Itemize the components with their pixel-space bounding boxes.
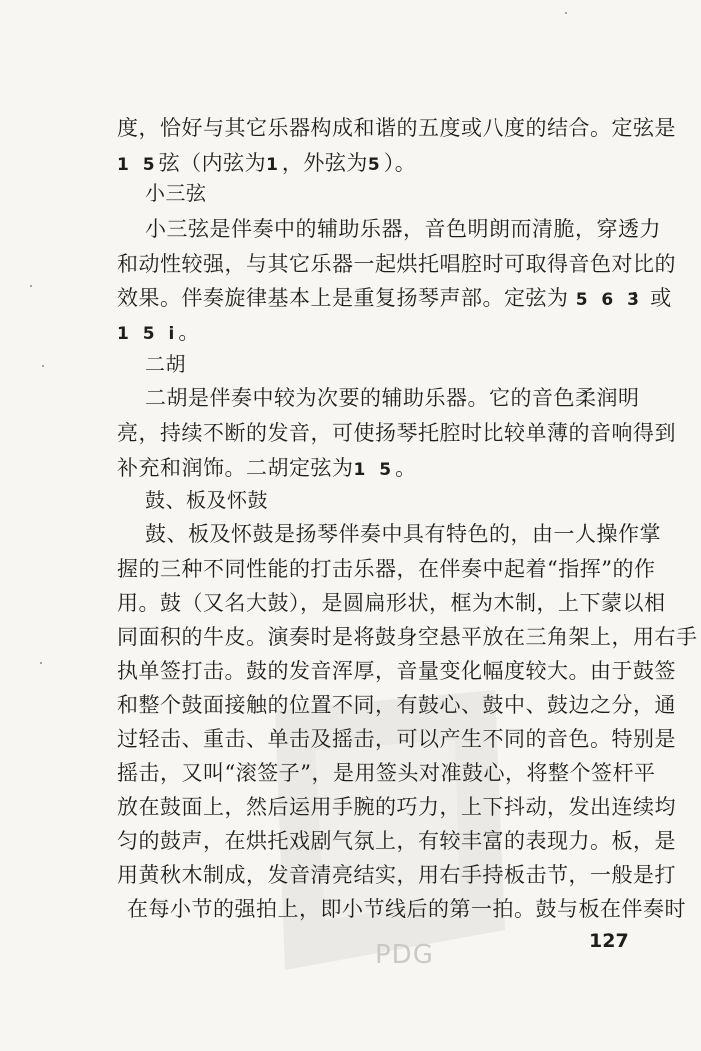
section-heading <box>145 179 207 207</box>
line-text: 和动性较强，与其它乐器一起烘托唱腔时可取得音色对比的 <box>117 252 676 276</box>
line-text: 度，恰好与其它乐器构成和谐的五度或八度的结合。定弦是 <box>117 116 676 140</box>
text-line <box>117 691 676 719</box>
text-line <box>117 419 676 447</box>
heading-text: 二胡 <box>145 352 186 376</box>
notation-numbers: 1 5 i <box>117 324 179 344</box>
scan-speck <box>565 12 567 14</box>
text-line <box>117 149 416 179</box>
text-line <box>145 520 661 548</box>
text-line <box>117 454 417 484</box>
line-text: 在每小节的强拍上，即小节线后的第一拍。鼓与板在伴奏时 <box>127 897 686 921</box>
line-text: 执单签打击。鼓的发音浑厚，音量变化幅度较大。由于鼓签 <box>117 659 676 683</box>
line-text: 用黄秋木制成，发音清亮结实，用右手持板击节，一般是打 <box>117 863 676 887</box>
line-text: 小三弦是伴奏中的辅助乐器，音色明朗而清脆，穿透力 <box>145 217 661 241</box>
line-text: 和整个鼓面接触的位置不同，有鼓心、鼓中、鼓边之分，通 <box>117 693 676 717</box>
line-text: 。 <box>395 456 417 480</box>
text-line <box>117 284 672 314</box>
text-line <box>117 725 676 753</box>
notation-numbers: 5 <box>367 155 384 175</box>
heading-text: 鼓、板及怀鼓 <box>145 488 268 512</box>
line-text: 鼓、板及怀鼓是扬琴伴奏中具有特色的，由一人操作掌 <box>145 522 661 546</box>
line-text: 或 <box>650 286 672 310</box>
text-line <box>117 318 200 348</box>
notation-numbers: 1 <box>266 155 282 175</box>
scan-speck <box>42 365 44 367</box>
line-text: 补充和润饰。二胡定弦为 <box>117 456 354 480</box>
line-text: 弦（内弦为 <box>158 151 267 175</box>
page-number: 127 <box>589 930 629 952</box>
line-text: 。 <box>178 320 200 344</box>
text-line <box>117 623 698 651</box>
line-text: 二胡是伴奏中较为次要的辅助乐器。它的音色柔润明 <box>145 386 640 410</box>
text-line <box>117 657 676 685</box>
text-line <box>117 589 666 617</box>
line-text: 匀的鼓声，在烘托戏剧气氛上，有较丰富的表现力。板，是 <box>117 829 676 853</box>
text-line <box>117 793 676 821</box>
line-text: 握的三种不同性能的打击乐器，在伴奏中起着“指挥”的作 <box>117 557 656 581</box>
section-heading <box>145 350 186 378</box>
text-line <box>117 759 655 787</box>
line-text: 同面积的牛皮。演奏时是将鼓身空悬平放在三角架上，用右手 <box>117 625 698 649</box>
line-text: 摇击，又叫“滚签子”，是用签头对准鼓心，将整个签杆平 <box>117 761 656 785</box>
scan-speck <box>40 662 42 664</box>
line-text: 过轻击、重击、单击及摇击，可以产生不同的音色。特别是 <box>117 727 676 751</box>
line-text: ）。 <box>383 151 417 175</box>
line-text: 亮，持续不断的发音，可使扬琴托腔时比较单薄的音响得到 <box>117 421 676 445</box>
text-line <box>117 827 676 855</box>
heading-text: 小三弦 <box>145 181 207 205</box>
text-line <box>117 555 655 583</box>
notation-numbers: 1 5 <box>353 460 396 480</box>
text-line <box>145 215 661 243</box>
text-line <box>117 861 676 889</box>
text-line <box>117 250 676 278</box>
scan-speck <box>30 285 32 287</box>
line-text: 用。鼓（又名大鼓），是圆扁形状，框为木制，上下蒙以相 <box>117 591 666 615</box>
line-text: ，外弦为 <box>281 151 368 175</box>
text-line <box>117 114 676 142</box>
section-heading <box>145 486 268 514</box>
text-line <box>145 384 640 412</box>
notation-numbers: 1 5 <box>117 155 159 175</box>
watermark-label: PDG <box>375 940 434 970</box>
line-text: 效果。伴奏旋律基本上是重复扬琴声部。定弦为 <box>117 286 569 310</box>
notation-numbers: 5 6 3̇ <box>575 290 644 310</box>
line-text: 放在鼓面上，然后运用手腕的巧力，上下抖动，发出连续均 <box>117 795 676 819</box>
text-line <box>127 895 686 923</box>
